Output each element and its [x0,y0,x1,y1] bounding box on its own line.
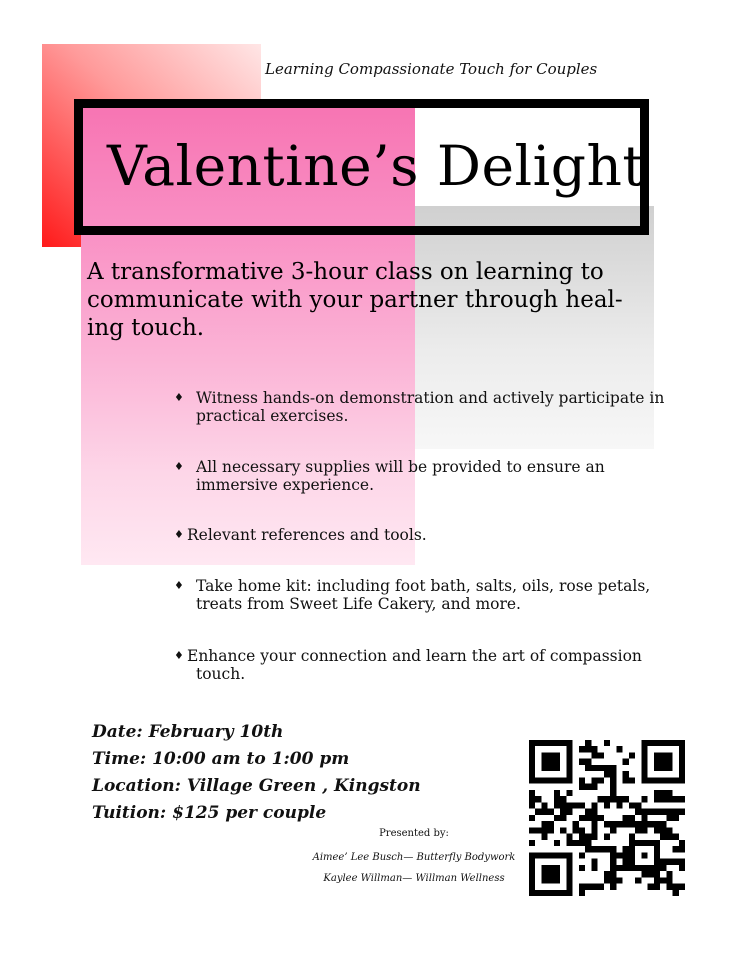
presenter-name: Aimee’ Lee Busch— Butterfly Bodywork [312,852,516,863]
qr-code-icon[interactable] [529,740,685,896]
event-time: Time: 10:00 am to 1:00 pm [92,749,350,769]
bullet-item [174,458,605,494]
event-subtitle: Learning Compassionate Touch for Couples [265,60,598,78]
diamond-bullet-icon: ♦ [174,649,184,662]
bullet-text: Take home kit: including foot bath, salts, oils, rose petals, [196,577,651,595]
bullet-text-cont: touch. [196,665,246,683]
diamond-bullet-icon: ♦ [174,460,184,473]
event-tuition: Tuition: $125 per couple [92,803,327,823]
bullet-item [174,389,664,425]
bullet-text: Witness hands-on demonstration and actively participate in [196,389,665,407]
presented-by-heading: Presented by: [379,828,449,839]
bullet-text-cont: treats from Sweet Life Cakery, and more. [196,595,521,613]
bullet-text-cont: immersive experience. [196,476,375,494]
event-title: Valentine’s Delight [107,134,645,198]
bullet-text-cont: practical exercises. [196,407,349,425]
bullet-item [174,526,427,544]
bullet-text: Relevant references and tools. [187,526,427,544]
bullet-text: Enhance your connection and learn the art of compassion [187,647,642,665]
diamond-bullet-icon: ♦ [174,391,184,404]
event-location: Location: Village Green , Kingston [92,776,421,796]
diamond-bullet-icon: ♦ [174,579,184,592]
bullet-item [174,577,654,613]
event-description: A transformative 3-hour class on learning to communicate with your partner through heal-ing touch. [87,259,623,341]
diamond-bullet-icon: ♦ [174,528,184,541]
event-date: Date: February 10th [92,722,284,742]
bullet-item [174,647,642,683]
bullet-text: All necessary supplies will be provided to ensure an [196,458,605,476]
presenter-name: Kaylee Willman— Willman Wellness [323,873,505,884]
event-details [92,721,421,829]
